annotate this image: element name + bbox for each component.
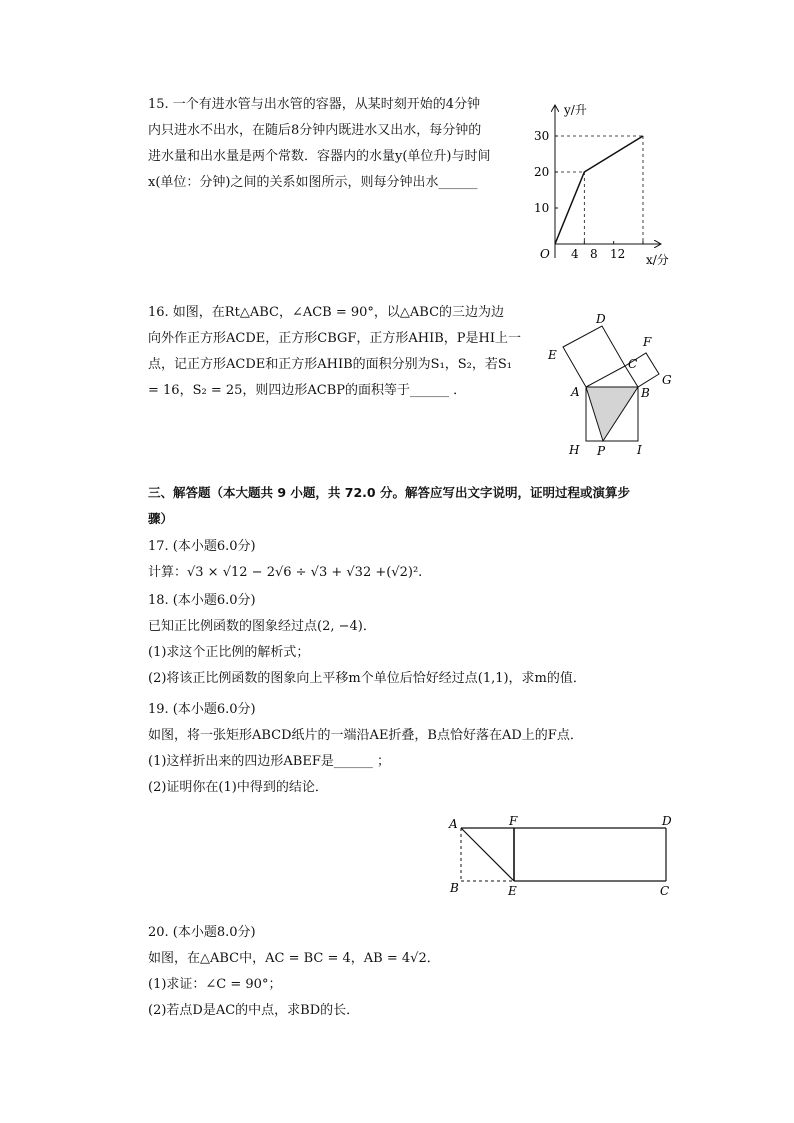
label-p: P (597, 444, 606, 458)
square-acde (563, 326, 625, 387)
rectangle-fold-figure (444, 810, 684, 902)
q17-header: 17. (本小题6.0分) (148, 539, 256, 554)
y-tick-label-10: 10 (534, 201, 550, 215)
section-3-line-2: 骤） (148, 511, 174, 526)
label-d: D (596, 312, 606, 326)
origin-label: O (540, 247, 550, 261)
q19-line-2: (1)这样折出来的四边形ABEF是______ ； (148, 754, 390, 769)
q18-line-3: (2)将该正比例函数的图象向上平移m个单位后恰好经过点(1,1)，求m的值． (148, 671, 586, 686)
question-20 (148, 920, 440, 1024)
x-axis-label: x/分 (646, 253, 669, 267)
q17-body: 计算：√3 × √12 − 2√6 ÷ √3 + √32 +(√2)². (148, 565, 423, 580)
y-axis-label: y/升 (564, 103, 587, 117)
label-f: F (509, 814, 518, 828)
x-tick-label-8: 8 (590, 247, 598, 261)
label-c: C (660, 884, 670, 898)
question-19 (148, 697, 583, 801)
q20-line-3: (2)若点D是AC的中点，求BD的长． (148, 1003, 360, 1018)
q18-line-1: 已知正比例函数的图象经过点(2, −4)． (148, 619, 376, 634)
section-3-line-1: 三、解答题（本大题共 9 小题，共 72.0 分。解答应写出文字说明，证明过程或演算步 (148, 485, 630, 500)
question-16 (148, 300, 521, 404)
label-h: H (569, 443, 580, 457)
q15-line-4: x(单位：分钟)之间的关系如图所示，则每分钟出水______ (148, 175, 478, 190)
q15-line-1: 15. 一个有进水管与出水管的容器，从某时刻开始的4分钟 (148, 97, 481, 112)
q15-line-2: 内只进水不出水，在随后8分钟内既进水又出水，每分钟的 (148, 123, 482, 138)
water-volume-graph (528, 98, 688, 270)
label-g: G (662, 373, 672, 387)
label-a: A (571, 385, 580, 399)
q19-header: 19. (本小题6.0分) (148, 702, 256, 717)
series-line (555, 136, 643, 244)
q19-line-3: (2)证明你在(1)中得到的结论． (148, 780, 328, 795)
label-e: E (548, 348, 557, 362)
question-18 (148, 588, 586, 692)
x-tick-label-4: 4 (571, 247, 579, 261)
label-f: F (643, 335, 652, 349)
fold-line-ae (461, 828, 514, 881)
x-tick-label-12: 12 (610, 247, 626, 261)
q20-header: 20. (本小题8.0分) (148, 925, 256, 940)
y-tick-label-20: 20 (534, 165, 550, 179)
label-c: C (628, 357, 638, 371)
label-i: I (637, 443, 642, 457)
q19-line-1: 如图，将一张矩形ABCD纸片的一端沿AE折叠，B点恰好落在AD上的F点． (148, 728, 583, 743)
pythagoras-squares-figure (540, 308, 680, 460)
q16-line-3: 点，记正方形ACDE和正方形AHIB的面积分别为S₁，S₂，若S₁ (148, 357, 513, 372)
q16-line-2: 向外作正方形ACDE，正方形CBGF，正方形AHIB，P是HI上一 (148, 331, 522, 346)
q20-line-1: 如图，在△ABC中，AC = BC = 4，AB = 4√2． (148, 951, 440, 966)
label-d: D (662, 814, 672, 828)
quadrilateral-acbp-fill (586, 387, 638, 441)
q16-line-4: = 16，S₂ = 25，则四边形ACBP的面积等于______ ． (148, 383, 467, 398)
q18-line-2: (1)求这个正比例的解析式； (148, 645, 310, 660)
q16-line-1: 16. 如图，在Rt△ABC，∠ACB = 90°，以△ABC的三边为边 (148, 305, 505, 320)
q20-line-2: (1)求证：∠C = 90°； (148, 977, 282, 992)
q18-header: 18. (本小题6.0分) (148, 593, 256, 608)
section-3-heading (148, 480, 630, 532)
label-e: E (508, 884, 517, 898)
question-15 (148, 92, 491, 196)
y-tick-label-30: 30 (534, 129, 550, 143)
question-17 (148, 534, 422, 586)
q15-line-3: 进水量和出水量是两个常数．容器内的水量y(单位升)与时间 (148, 149, 491, 164)
label-b: B (641, 386, 650, 400)
label-a: A (449, 817, 458, 831)
label-b: B (450, 881, 459, 895)
